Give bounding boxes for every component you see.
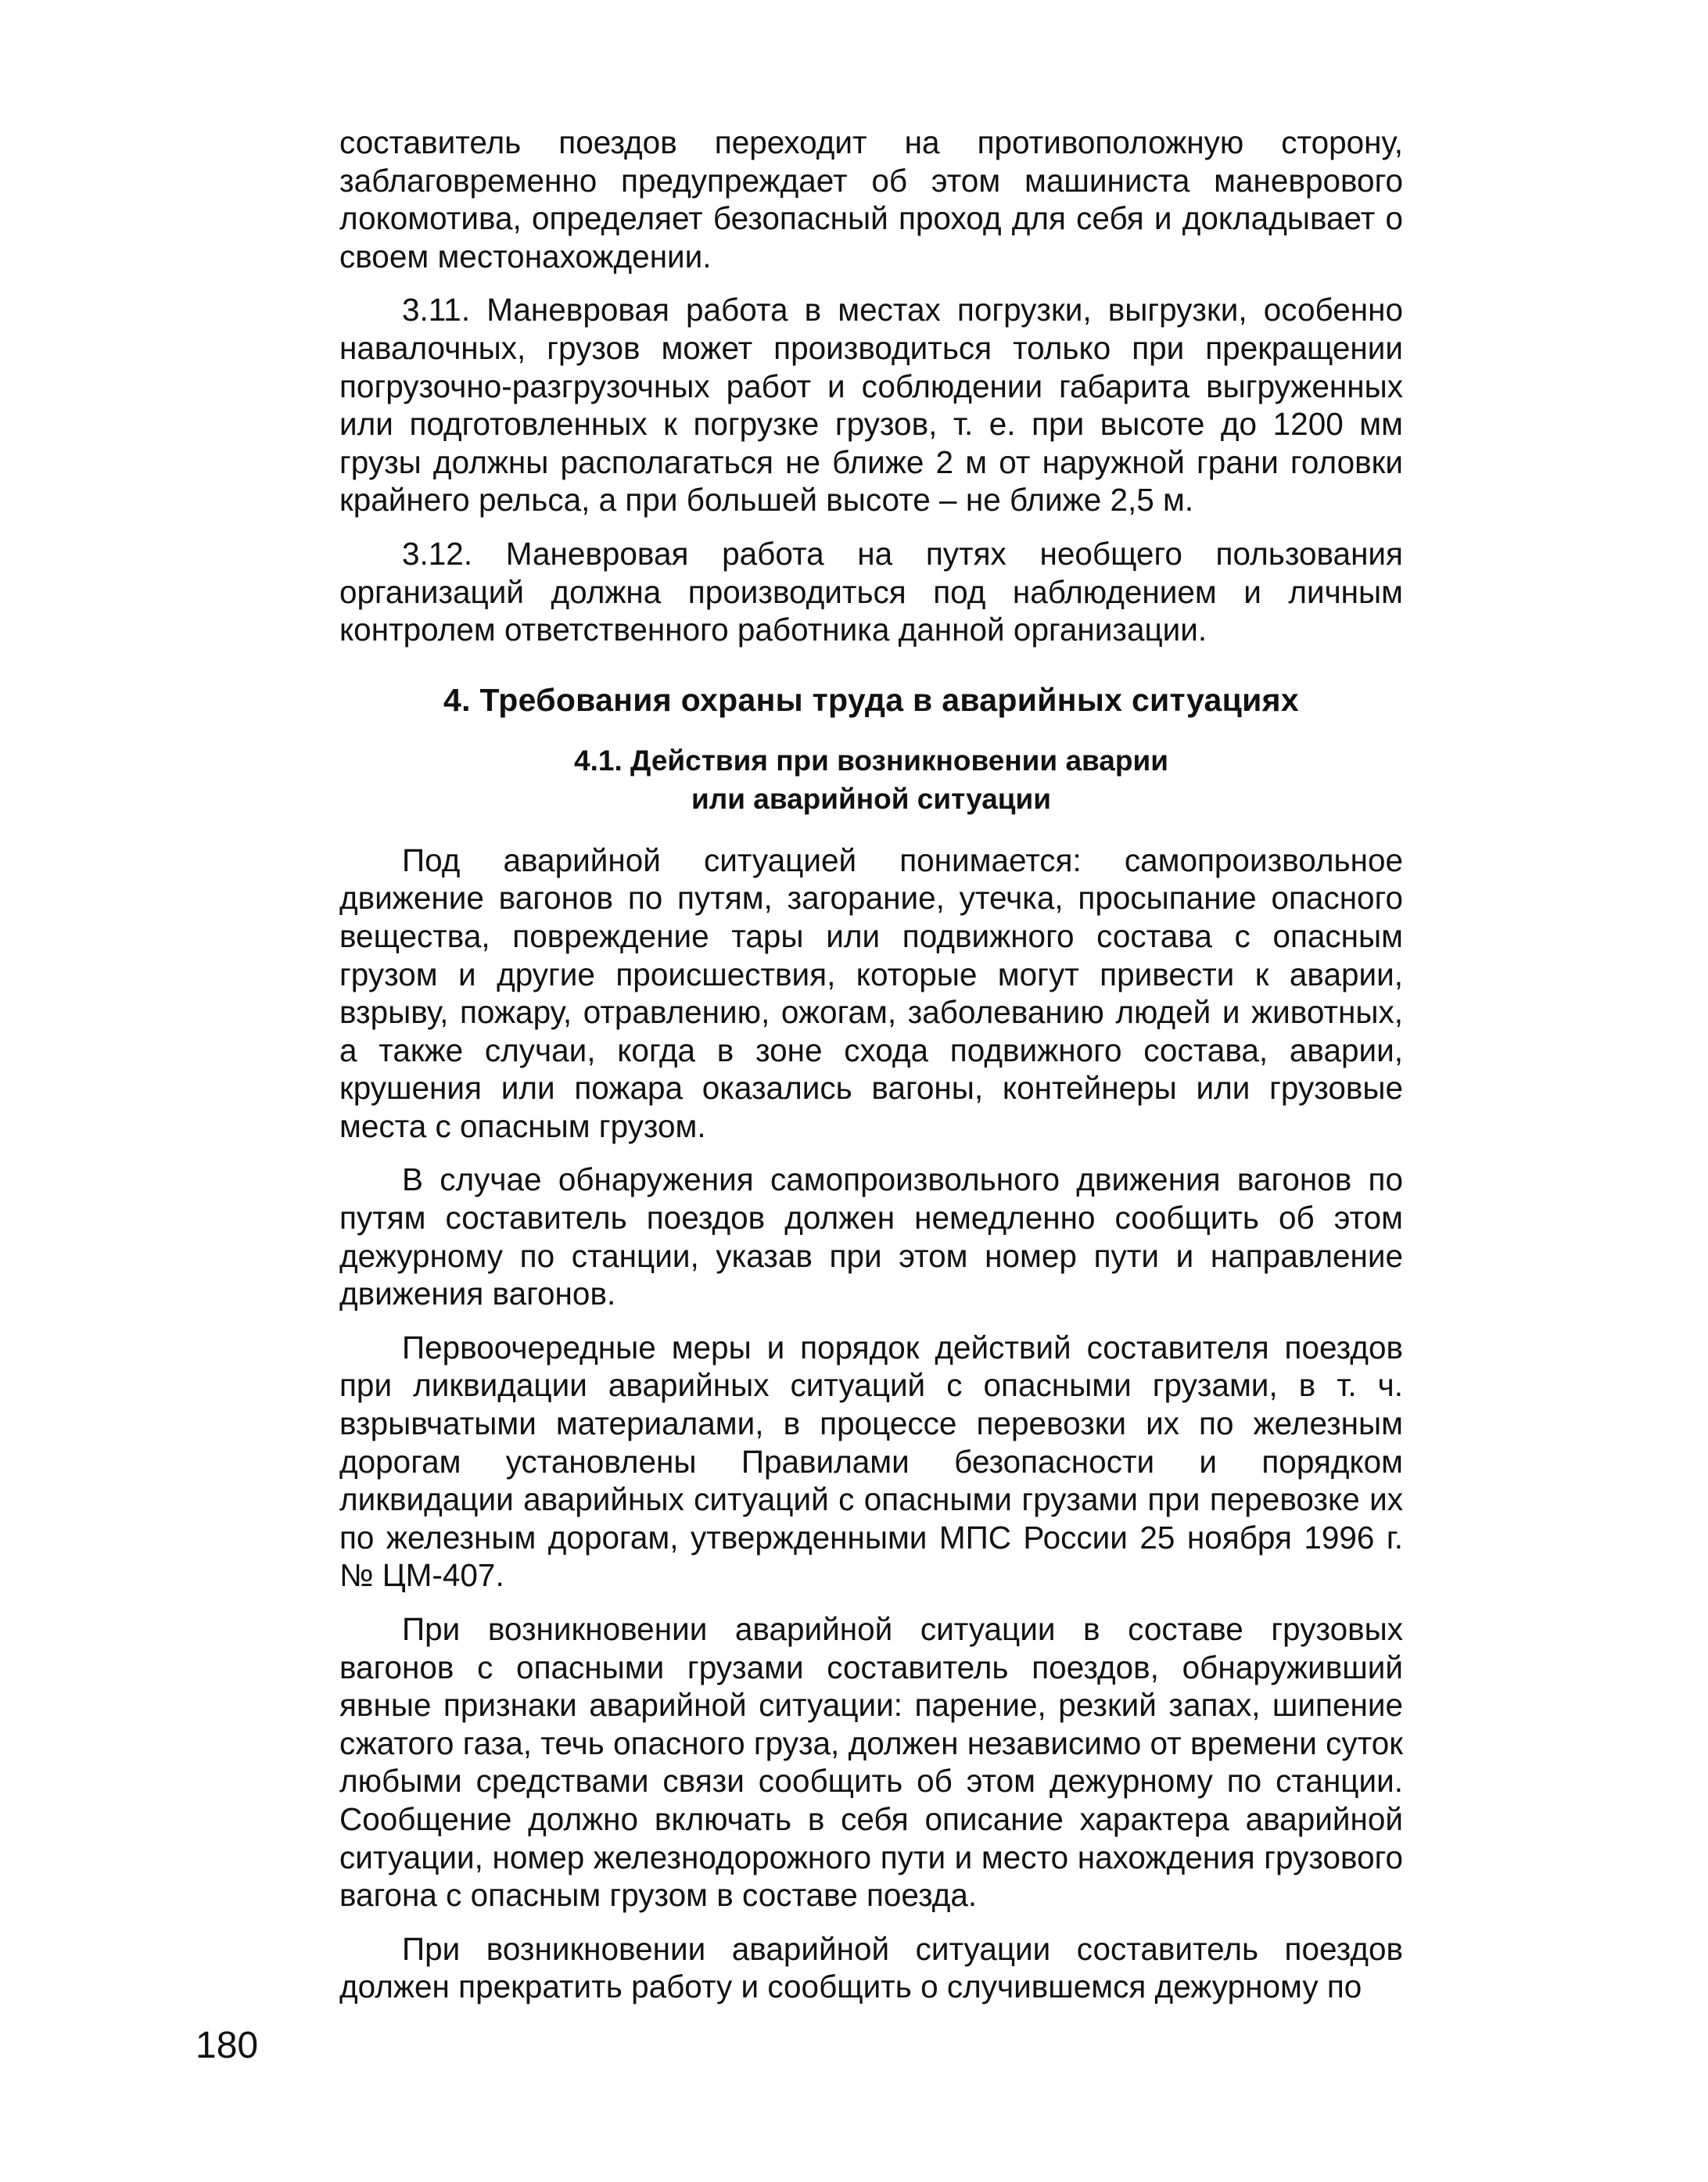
paragraph-emergency-definition: Под аварийной ситуацией понимается: самопроизвольное движение вагонов по путям, загорание, утечка, просыпание опасного вещества, повреждение тары или подвижного состава с опасным грузом и другие происшествия, которые могут привести к аварии, взрыву, пожару, отравлению, ожогам, заболеванию людей и животных, а также случаи, когда в зоне схода подвижного состава, аварии, крушения или пожара оказались вагоны, контейнеры или грузовые места с опасным грузом.	[339, 842, 1403, 1144]
section-heading: 4. Требования охраны труда в аварийных ситуациях	[443, 681, 1299, 718]
subsection-heading	[339, 741, 1403, 818]
subsection-heading-line1: 4.1. Действия при возникновении аварии	[574, 744, 1168, 777]
paragraph-continuation: составитель поездов переходит на противоположную сторону, заблаговременно предупреждает об этом машиниста маневрового локомотива, определяет безопасный проход для себя и докладывает о своем местонахождении.	[339, 124, 1403, 275]
paragraph-3-12: 3.12. Маневровая работа на путях необщего пользования организаций должна производиться под наблюдением и личным контролем ответственного работника данной организации.	[339, 535, 1403, 648]
paragraph-3-11: 3.11. Маневровая работа в местах погрузки, выгрузки, особенно навалочных, грузов может производиться только при прекращении погрузочно-разгрузочных работ и соблюдении габарита выгруженных или подготовленных к погрузке грузов, т. е. при высоте до 1200 мм грузы должны располагаться не ближе 2 м от наружной грани головки крайнего рельса, а при большей высоте – не ближе 2,5 м.	[339, 292, 1403, 519]
paragraph-priority-measures: Первоочередные меры и порядок действий составителя поездов при ликвидации аварийных ситуаций с опасными грузами, в т. ч. взрывчатыми материалами, в процессе перевозки их по железным дорогам установлены Правилами безопасности и порядком ликвидации аварийных ситуаций с опасными грузами при перевозке их по железным дорогам, утвержденными МПС России 25 ноября 1996 г. № ЦМ-407.	[339, 1329, 1403, 1594]
paragraph-runaway-wagons: В случае обнаружения самопроизвольного движения вагонов по путям составитель поездов должен немедленно сообщить об этом дежурному по станции, указав при этом номер пути и направление движения вагонов.	[339, 1161, 1403, 1312]
paragraph-stop-work: При возникновении аварийной ситуации составитель поездов должен прекратить работу и сообщить о случившемся дежурному по	[339, 1930, 1403, 2005]
page-number: 180	[196, 2025, 259, 2066]
paragraph-hazardous-cargo: При возникновении аварийной ситуации в составе грузовых вагонов с опасными грузами составитель поездов, обнаруживший явные признаки аварийной ситуации: парение, резкий запах, шипение сжатого газа, течь опасного груза, должен независимо от времени суток любыми средствами связи сообщить об этом дежурному по станции. Сообщение должно включать в себя описание характера аварийной ситуации, номер железнодорожного пути и место нахождения грузового вагона с опасным грузом в составе поезда.	[339, 1611, 1403, 1914]
page-content	[339, 124, 1403, 2022]
subsection-heading-line2: или аварийной ситуации	[691, 782, 1052, 815]
